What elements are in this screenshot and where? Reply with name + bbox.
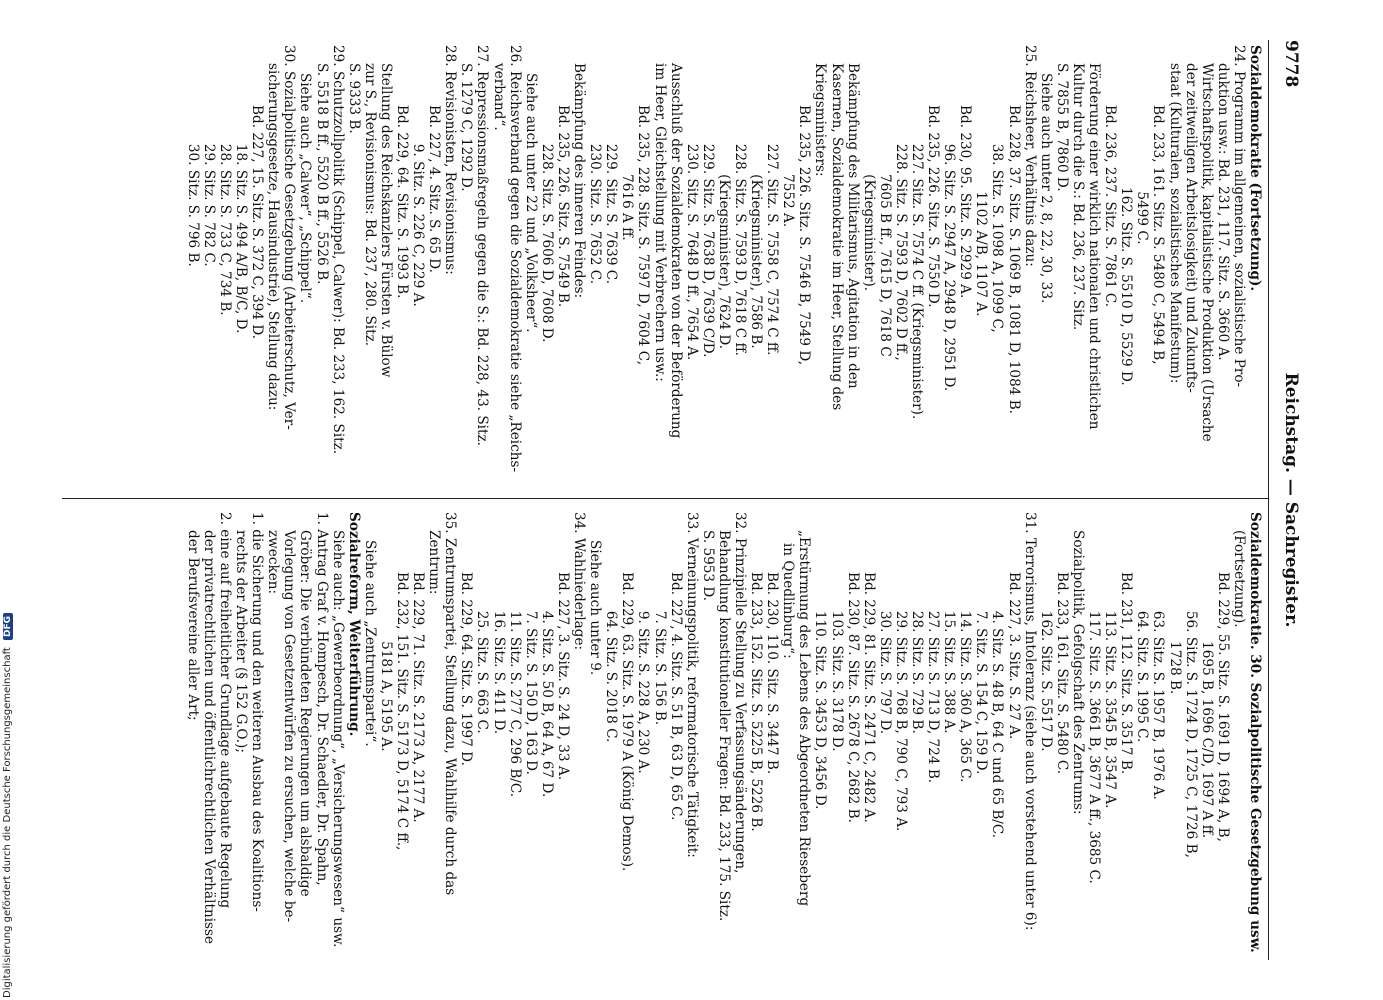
register-line: sicherungsgesetze, Hausindustrie), Stellung dazu: [265,63,282,411]
register-line: Kultur durch die S.: Bd. 236, 237. Sitz. [1069,63,1086,331]
register-line: Ausschluß der Sozialdemokraten von der Beförderung [667,63,684,439]
register-line: Zentrum: [426,530,443,595]
register-line: 26. Reichsverband gegen die Sozialdemokratie siehe „Reichs- [506,45,523,473]
register-line: Bd. 229, 81. Sitz. S. 2471 C, 2482 A. [860,572,877,823]
register-line: 28. Revisionisten, Revisionismus: [442,45,459,275]
register-line: Siehe auch unter 2, 8, 22, 30, 33. [1037,73,1054,304]
register-line: 4. Sitz. S. 48 B, 64 C und 65 B/C. [989,572,1006,839]
register-line: 33. Verneinungspolitik, reformatorische Tätigkeit: [683,512,700,858]
register-line: 9. Sitz. S. 228 A, 230 A. [635,572,652,774]
register-line: S. 9333 B. [345,63,362,134]
register-line: S. 5953 D. [699,530,716,602]
register-line: Kriegsministers: [812,63,829,177]
register-line: (Fortsetzung). [1230,530,1247,628]
register-line: (Kriegsminister). [860,105,877,292]
register-line: duktion usw.: Bd. 231, 117. Sitz. S. 3660 A. [1214,63,1231,361]
register-line: staat (Kulturalen, sozialistisches Manifestum): [1166,63,1183,384]
register-line: Bd. 232, 151. Sitz. S. 5173 D, 5174 C ff., [394,572,411,851]
register-line: 1. die Sicherung und den weiteren Ausbau des Koalitions- [249,512,266,912]
register-line: Wirtschaftspolitik, kapitalistische Produktion (Ursache [1198,63,1215,442]
register-line: Bd. 235, 226. Sitz. S. 7550 D. [925,105,942,308]
register-line: 2. eine auf freiheitlicher Grundlage aufgebaute Regelung [217,512,233,909]
column-divider [62,498,1268,499]
register-line: Siehe auch: „Gewerbeordnung“, „Versicherungswesen“ usw. [329,530,346,948]
register-line: Bd. 235, 226. Sitz. S. 7549 B. [554,105,571,308]
register-line: 18. Sitz. S. 494 A/B, B/C, D. [233,105,250,334]
right-column [185,512,1263,962]
register-line: (Kriegsminister), 7624 D. [715,105,732,350]
register-line: Sozialpolitik, Gefolgschaft des Zentrums: [1069,530,1086,815]
header-rule [1268,40,1269,960]
register-line: 64. Sitz. S. 2018 C. [603,572,620,743]
register-line: 25. Sitz. S. 663 C. [474,572,491,734]
entry-heading: Sozialreform, Weiterführung. [345,512,362,737]
register-line: zwecken: [265,530,282,595]
register-line: 1695 B, 1696 C/D, 1697 A ff. [1198,572,1215,839]
register-line: Siehe auch unter 9. [587,540,604,676]
register-line: 30. Sozialpolitische Gesetzgebung (Arbeiterschutz, Ver- [281,45,298,430]
register-line: 117. Sitz. S. 3661 B, 3677 A ff., 3685 C. [1086,572,1103,884]
register-line: 30. Sitz. S. 797 D. [876,572,893,735]
register-line: 7. Sitz. S. 150 D, 163 D. [522,572,539,775]
register-line: Bekämpfung des Militarismus, Agitation in den [844,63,861,389]
register-line: 230. Sitz. S. 7648 D ff., 7654 A. [683,105,700,361]
register-line: 27. Repressionsmaßregeln gegen die S.: Bd. 228, 43. Sitz. [474,45,491,446]
dfg-logo: DFG [3,613,13,640]
register-line: Bd. 230, 110. Sitz. S. 3447 B. [764,572,781,775]
register-line: S. 5518 B ff., 5520 B ff., 5526 B. [313,63,330,285]
register-line: der privatrechtlichen und öffentlichrechtlichen Verhältnisse [200,530,217,945]
register-line: (Kriegsminister), 7586 B. [748,105,765,349]
register-line: Bd. 233, 152. Sitz. S. 5225 B, 5226 B. [748,572,765,832]
register-line: 228. Sitz. S. 7606 D, 7608 D. [538,105,555,343]
register-line: 64. Sitz. S. 1995 C. [1134,572,1151,743]
register-line: 1. Antrag Graf v. Hompesch, Dr. Schaedler, Dr. Spahn, [313,512,330,886]
register-line: der Berufsvereine aller Art; [184,530,201,721]
register-line: 4. Sitz. S. 50 B, 64 A, 67 D. [538,572,555,798]
funding-note [2,613,13,998]
register-line: Bd. 229, 71. Sitz. S. 2173 A, 2177 A. [410,572,427,823]
register-line: 29. Schutzzollpolitik (Schippel, Calwer): Bd. 233, 162. Sitz. [329,45,346,455]
register-line: 7605 B ff., 7615 D, 7618 C [876,105,893,357]
register-line: 14. Sitz. S. 360 A, 365 C. [957,572,974,783]
register-line: Bd. 230, 87. Sitz. S. 2678 C, 2682 B. [844,572,861,823]
register-line: Siehe auch „Zentrumspartei“. [361,540,378,747]
register-line: verband“. [490,63,507,131]
register-line: 7552 A. [780,105,797,228]
register-line: Bd. 227, 3. Sitz. S. 27 A. [1005,572,1022,740]
register-line: Bd. 230, 95. Sitz. S. 2929 A. [957,105,974,299]
register-line: 29. Sitz. S. 768 B, 790 C, 793 A. [892,572,909,832]
register-line: 103. Sitz. S. 3178 D. [828,572,845,752]
register-line: 7. Sitz. S. 154 C, 159 D. [973,572,990,775]
register-line: der zeitweiligen Arbeitslosigkeit) und Zukunfts- [1182,63,1199,393]
register-line: Kasernen, Sozialdemokratie im Heer, Stellung des [828,63,845,411]
register-line: Bd. 227, 15. Sitz. S. 372 C, 394 D. [249,105,266,340]
running-head: Reichstag. — Sachregister. [1281,372,1301,628]
register-line: 162. Sitz. S. 5517 D. [1037,572,1054,752]
register-line: Bd. 236, 237. Sitz. S. 7861 C. [1102,105,1119,308]
register-line: 15. Sitz. S. 388 A. [941,572,958,734]
register-line: Siehe auch unter 22 und „Volksheer“. [522,73,539,333]
register-line: 11. Sitz. S. 277 C, 296 B/C. [506,572,523,798]
register-line: Bd. 231, 112. Sitz. S. 3517 B. [1118,572,1135,775]
register-line: 5181 A, 5195 A. [377,572,394,752]
register-line: 1728 B. [1166,572,1183,695]
register-line: Stellung des Reichskanzlers Fürsten v. Bülow [377,63,394,378]
register-line: 1102 A/B, 1107 A. [973,105,990,317]
register-line: Bd. 229, 64. Sitz. S. 1993 B. [394,105,411,299]
register-line: 229. Sitz. S. 7638 D, 7639 C/D. [699,105,716,358]
register-line: Siehe auch „Calwer“, „Schippel“. [297,73,314,304]
register-line: 35. Zentrumspartei, Stellung dazu, Wahlhilfe durch das [442,512,459,896]
register-line: Bd. 229, 63. Sitz. S. 1979 A (König Demos). [619,572,636,872]
register-line: Bd. 227, 4. Sitz. S. 51 B, 63 D, 65 C. [667,572,684,821]
entry-heading: Sozialdemokratie. 30. Sozialpolitische Gesetzgebung usw. [1247,512,1263,953]
register-line: 96. Sitz. S. 2947 A, 2948 D, 2951 D. [941,105,958,392]
left-column [185,45,1263,485]
register-line: 30. Sitz. S. 796 B. [184,105,201,267]
register-line: im Heer, Gleichstellung mit Verbrechern usw.: [651,63,668,382]
register-line: Gröber: Die verbündeten Regierungen um alsbaldige [297,530,314,897]
register-line: 228. Sitz. S. 7593 D, 7618 C ff. [732,105,748,356]
register-line: 28. Sitz. S. 729 B. [909,572,926,734]
register-line: 24. Programm im allgemeinen, sozialistische Pro- [1230,45,1247,388]
register-line: 56. Sitz. S. 1724 D, 1725 C, 1726 B, [1182,572,1199,858]
register-line: 228. Sitz. S. 7593 D, 7602 D ff., [892,105,909,361]
page-header [1271,40,1301,960]
register-line: Bd. 233, 161. Sitz. S. 5480 C, 5494 B, [1150,105,1167,365]
register-line: S. 1279 C, 1292 D. [458,63,475,192]
page-number: 9778 [1281,40,1301,88]
register-line: Bd. 227, 4. Sitz. S. 65 D. [426,105,443,273]
register-line: 230. Sitz. S. 7652 C. [587,105,604,285]
register-line: 38. Sitz. S. 1098 A, 1099 C, [989,105,1006,333]
register-line: 227. Sitz. S. 7558 C, 7574 C ff. [764,105,781,356]
register-line: 31. Terrorismus, Intoleranz (siehe auch vorstehend unter 6): [1021,512,1038,931]
register-line: Bd. 235, 228. Sitz. S. 7597 D, 7604 C, [635,105,652,366]
register-line: 7616 A ff. [619,105,636,241]
register-line: 5499 C. [1134,105,1151,245]
register-line: 227. Sitz. S. 7574 C ff. (Kriegsminister). [909,105,926,420]
register-line: in Quedlinburg“: [780,530,797,659]
register-line: 16. Sitz. S. 411 D. [490,572,507,735]
register-line: 229. Sitz. S. 7639 C. [603,105,620,285]
register-line: Bd. 227, 3. Sitz. S. 24 D, 33 A. [554,572,571,781]
funding-text: Digitalisierung gefördert durch die Deutsche Forschungsgemeinschaft [2,647,13,998]
register-line: Bekämpfung des inneren Feindes: [571,63,588,299]
register-line: Bd. 229, 55. Sitz. S. 1691 D, 1694 A, B, [1214,572,1231,842]
entry-heading: Sozialdemokratie (Fortsetzung). [1247,45,1263,292]
register-line: 63. Sitz. S. 1957 B, 1976 A. [1150,572,1167,800]
register-line: rechts der Arbeiter (§ 152 G.O.); [233,530,250,753]
register-line: 9. Sitz. S. 226 C, 229 A. [410,105,427,307]
register-line: 28. Sitz. S. 733 C, 734 B. [217,105,233,316]
register-line: Behandlung konstitutioneller Fragen: Bd. 233, 175. Sitz. [715,530,732,922]
register-line: 29. Sitz. S. 782 C. [200,105,217,267]
register-line: 162. Sitz. S. 5510 D, 5529 D. [1118,105,1135,386]
register-line: S. 7855 B, 7860 D. [1053,63,1070,192]
register-line: zur S., Revisionismus: Bd. 237, 280. Sitz. [361,63,378,347]
register-line: Vorlegung von Gesetzentwürfen zu ersuchen, welche be- [281,530,298,923]
register-line: 25. Reichsheer, Verhältnis dazu: [1021,45,1038,267]
register-line: 110. Sitz. S. 3453 D, 3456 D. [812,572,829,810]
register-line: „Erstürmung des Lebens des Abgeordneten Rieseberg [796,530,813,907]
register-line: Bd. 228, 37. Sitz. S. 1069 B, 1081 D, 1084 B. [1005,105,1022,415]
register-line: 27. Sitz. S. 713 D, 724 B. [925,572,942,784]
register-line: 7. Sitz. S. 156 B. [651,572,668,726]
register-line: 32. Prinzipielle Stellung zu Verfassungsänderungen, [732,512,748,874]
register-line: Förderung einer wirklich nationalen und christlichen [1086,63,1103,430]
register-line: Bd. 233, 161. Sitz. S. 5480 C. [1053,572,1070,775]
register-line: 113. Sitz. S. 3545 B, 3547 A. [1102,572,1119,809]
register-line: 34. Wahlniederlage: [571,512,588,651]
register-line: Bd. 229, 64. Sitz. S. 1997 D. [458,572,475,766]
register-line: Bd. 235, 226. Sitz. S. 7546 B, 7549 D, [796,105,813,366]
